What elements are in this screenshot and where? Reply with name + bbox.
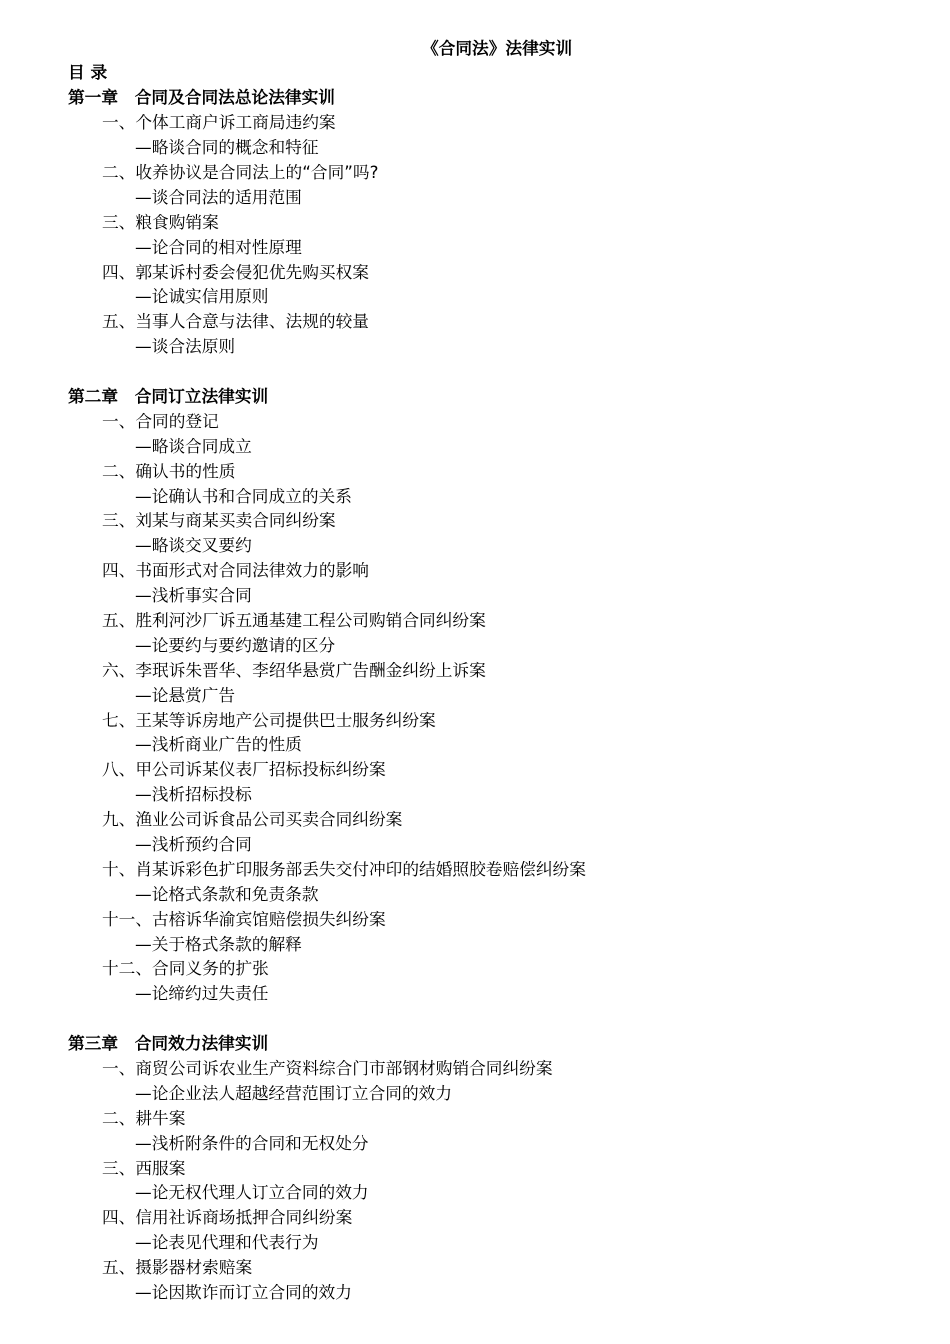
document-title: 《合同法》法律实训 xyxy=(422,37,573,58)
toc-item-subtitle: —谈合法原则 xyxy=(135,336,236,357)
chapter-number: 第三章 xyxy=(68,1033,119,1054)
chapter-heading xyxy=(68,1031,950,1056)
toc-item xyxy=(0,1056,950,1106)
toc-item-title: 一、商贸公司诉农业生产资料综合门市部钢材购销合同纠纷案 xyxy=(102,1058,553,1079)
toc-item-title: 一、合同的登记 xyxy=(102,410,219,431)
toc-item xyxy=(0,110,950,160)
chapter-3 xyxy=(0,1031,950,1305)
toc-item-subtitle: —论因欺诈而订立合同的效力 xyxy=(135,1282,352,1303)
toc-item xyxy=(0,558,950,608)
chapter-title: 合同及合同法总论法律实训 xyxy=(134,87,335,108)
toc-item-subtitle: —略谈合同成立 xyxy=(135,435,252,456)
toc-item-subtitle: —论合同的相对性原理 xyxy=(135,236,302,257)
toc-item-subtitle: —论诚实信用原则 xyxy=(135,286,269,307)
toc-item xyxy=(0,210,950,260)
toc-item-title: 三、西服案 xyxy=(102,1157,186,1178)
toc-item xyxy=(0,508,950,558)
toc-item-subtitle: —浅析事实合同 xyxy=(135,585,252,606)
chapter-1 xyxy=(0,85,950,359)
chapter-title: 合同效力法律实训 xyxy=(134,1033,269,1054)
toc-item xyxy=(0,807,950,857)
toc-item xyxy=(0,857,950,907)
toc-item xyxy=(0,1156,950,1206)
toc-item-title: 五、摄影器材索赔案 xyxy=(102,1257,253,1278)
toc-item-subtitle: —论无权代理人订立合同的效力 xyxy=(135,1182,369,1203)
toc-item-subtitle: —论企业法人超越经营范围订立合同的效力 xyxy=(135,1082,453,1103)
toc-item xyxy=(0,608,950,658)
toc-item xyxy=(0,1255,950,1305)
toc-item xyxy=(0,658,950,708)
toc-item-title: 二、收养协议是合同法上的“合同”吗? xyxy=(102,161,379,182)
toc-item-title: 二、耕牛案 xyxy=(102,1107,186,1128)
toc-item-title: 六、李珉诉朱晋华、李绍华悬赏广告酬金纠纷上诉案 xyxy=(102,659,486,680)
toc-item xyxy=(0,409,950,459)
toc-item-title: 四、书面形式对合同法律效力的影响 xyxy=(102,560,369,581)
toc-item-subtitle: —浅析招标投标 xyxy=(135,784,252,805)
toc-item-subtitle: —略谈交叉要约 xyxy=(135,535,252,556)
toc-item-title: 十一、古榕诉华渝宾馆赔偿损失纠纷案 xyxy=(102,908,386,929)
toc-item xyxy=(0,907,950,957)
toc-item-subtitle: —关于格式条款的解释 xyxy=(135,933,302,954)
toc-item xyxy=(0,708,950,758)
toc-item-subtitle: —谈合同法的适用范围 xyxy=(135,186,302,207)
toc-item-title: 三、刘某与商某买卖合同纠纷案 xyxy=(102,510,336,531)
toc-item-title: 九、渔业公司诉食品公司买卖合同纠纷案 xyxy=(102,809,403,830)
toc-item-title: 七、王某等诉房地产公司提供巴士服务纠纷案 xyxy=(102,709,436,730)
chapter-2 xyxy=(0,384,950,1006)
chapter-heading xyxy=(68,384,950,409)
toc-item-title: 三、粮食购销案 xyxy=(102,211,219,232)
toc-item xyxy=(0,757,950,807)
toc-item-subtitle: —浅析商业广告的性质 xyxy=(135,734,302,755)
toc-item-subtitle: —论缔约过失责任 xyxy=(135,983,269,1004)
toc-item-subtitle: —略谈合同的概念和特征 xyxy=(135,137,319,158)
toc-item-title: 十二、合同义务的扩张 xyxy=(102,958,269,979)
toc-item-subtitle: —论悬赏广告 xyxy=(135,684,236,705)
toc-item-title: 二、确认书的性质 xyxy=(102,460,236,481)
toc-item xyxy=(0,459,950,509)
toc-item xyxy=(0,956,950,1006)
toc-item-title: 十、肖某诉彩色扩印服务部丢失交付冲印的结婚照胶卷赔偿纠纷案 xyxy=(102,858,586,879)
toc-item-subtitle: —浅析附条件的合同和无权处分 xyxy=(135,1132,369,1153)
toc-item xyxy=(0,160,950,210)
toc-item-subtitle: —浅析预约合同 xyxy=(135,834,252,854)
toc-item-title: 五、胜利河沙厂诉五通基建工程公司购销合同纠纷案 xyxy=(102,609,486,630)
toc-item-subtitle: —论要约与要约邀请的区分 xyxy=(135,634,336,655)
toc-item xyxy=(0,1106,950,1156)
toc-item-subtitle: —论格式条款和免责条款 xyxy=(135,883,319,904)
chapter-title: 合同订立法律实训 xyxy=(134,385,269,406)
toc-item-title: 八、甲公司诉某仪表厂招标投标纠纷案 xyxy=(102,759,386,780)
toc-item xyxy=(0,260,950,310)
toc-item xyxy=(0,1205,950,1255)
toc-item-subtitle: —论确认书和合同成立的关系 xyxy=(135,485,352,506)
chapter-number: 第一章 xyxy=(68,87,119,108)
toc-item-title: 四、信用社诉商场抵押合同纠纷案 xyxy=(102,1207,353,1228)
toc-item-title: 一、个体工商户诉工商局违约案 xyxy=(102,112,336,133)
chapter-number: 第二章 xyxy=(68,385,119,406)
toc-item-title: 四、郭某诉村委会侵犯优先购买权案 xyxy=(102,261,369,282)
toc-item-title: 五、当事人合意与法律、法规的较量 xyxy=(102,311,369,332)
toc-heading: 目 录 xyxy=(68,62,108,83)
toc-item xyxy=(0,309,950,359)
chapter-heading xyxy=(68,85,950,110)
toc-item-subtitle: —论表见代理和代表行为 xyxy=(135,1232,319,1253)
